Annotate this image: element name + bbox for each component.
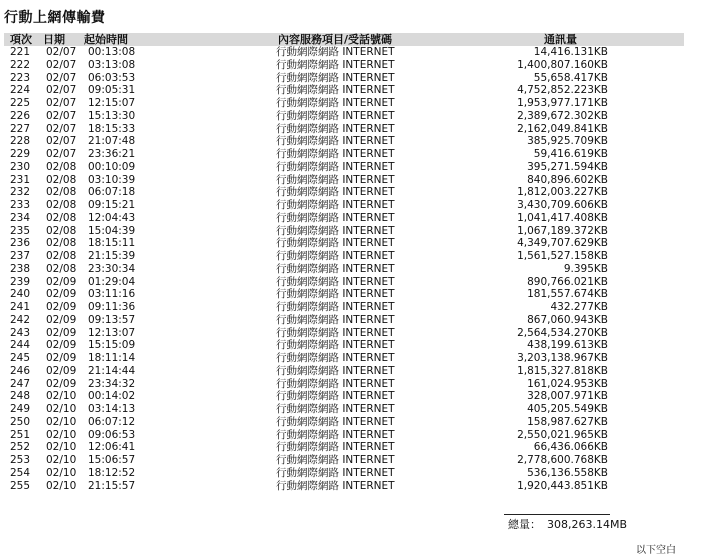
row-index: 237 (10, 250, 31, 262)
column-header-service: 內容服務項目/受話號碼 (278, 33, 393, 46)
row-date: 02/08 (46, 224, 77, 237)
row-date: 02/08 (46, 250, 77, 262)
total-label: 總量： (508, 518, 541, 531)
row-start-time: 21:15:57 (88, 479, 136, 492)
table-row (4, 276, 684, 289)
row-date: 02/07 (46, 97, 77, 109)
row-start-time: 12:04:43 (88, 211, 136, 224)
row-index: 244 (10, 339, 31, 352)
row-date: 02/10 (46, 403, 77, 415)
row-service: 行動網際網路 INTERNET (276, 250, 395, 262)
row-date: 02/10 (46, 415, 77, 428)
row-service: 行動網際網路 INTERNET (276, 199, 395, 211)
row-start-time: 00:10:09 (88, 160, 136, 173)
row-volume: 2,162,049.841KB (517, 122, 608, 135)
row-start-time: 15:15:09 (88, 339, 136, 352)
row-index: 223 (10, 71, 31, 84)
row-index: 250 (10, 415, 31, 428)
row-service: 行動網際網路 INTERNET (276, 275, 395, 288)
row-start-time: 03:13:08 (88, 58, 136, 71)
row-service: 行動網際網路 INTERNET (276, 58, 395, 71)
row-volume: 9.395KB (563, 262, 608, 275)
row-volume: 1,920,443.851KB (517, 479, 608, 492)
row-date: 02/07 (46, 84, 77, 97)
row-start-time: 00:14:02 (88, 390, 136, 403)
row-date: 02/10 (46, 466, 77, 479)
row-volume: 395,271.594KB (527, 160, 608, 173)
column-header-start-time: 起始時間 (84, 33, 128, 46)
row-start-time: 15:13:30 (88, 109, 136, 122)
row-date: 02/09 (46, 339, 77, 352)
row-start-time: 21:15:39 (88, 250, 136, 262)
row-index: 247 (10, 377, 31, 390)
row-volume: 405,205.549KB (527, 403, 608, 415)
row-service: 行動網際網路 INTERNET (276, 428, 395, 441)
row-index: 234 (10, 211, 31, 224)
total-divider (504, 514, 610, 515)
row-service: 行動網際網路 INTERNET (276, 148, 395, 160)
row-volume: 1,953,977.171KB (517, 97, 608, 109)
row-volume: 1,815,327.818KB (517, 364, 608, 377)
row-start-time: 21:14:44 (88, 364, 136, 377)
row-index: 239 (10, 275, 31, 288)
row-date: 02/09 (46, 313, 77, 326)
row-date: 02/08 (46, 237, 77, 250)
row-date: 02/08 (46, 160, 77, 173)
row-service: 行動網際網路 INTERNET (276, 441, 395, 454)
row-volume: 66,436.066KB (533, 441, 608, 454)
row-volume: 1,561,527.158KB (517, 250, 608, 262)
row-date: 02/10 (46, 441, 77, 454)
row-service: 行動網際網路 INTERNET (276, 415, 395, 428)
row-date: 02/09 (46, 301, 77, 313)
table-row (4, 339, 684, 352)
table-row (4, 84, 684, 97)
row-index: 226 (10, 109, 31, 122)
row-index: 248 (10, 390, 31, 403)
row-start-time: 06:03:53 (88, 71, 136, 84)
row-service: 行動網際網路 INTERNET (276, 262, 395, 275)
column-header-volume: 通訊量 (544, 33, 577, 46)
row-service: 行動網際網路 INTERNET (276, 479, 395, 492)
row-service: 行動網際網路 INTERNET (276, 237, 395, 250)
row-service: 行動網際網路 INTERNET (276, 313, 395, 326)
row-index: 222 (10, 58, 31, 71)
table-row (4, 314, 684, 327)
row-volume: 1,041,417.408KB (517, 211, 608, 224)
table-row (4, 59, 684, 72)
row-volume: 840,896.602KB (527, 173, 608, 186)
row-service: 行動網際網路 INTERNET (276, 135, 395, 148)
row-volume: 2,389,672.302KB (517, 109, 608, 122)
row-index: 231 (10, 173, 31, 186)
row-date: 02/07 (46, 71, 77, 84)
page-title: 行動上網傳輸費 (4, 10, 106, 26)
row-date: 02/07 (46, 135, 77, 148)
row-start-time: 15:06:57 (88, 454, 136, 466)
row-volume: 890,766.021KB (527, 275, 608, 288)
row-volume: 1,067,189.372KB (517, 224, 608, 237)
row-date: 02/07 (46, 46, 77, 58)
table-row (4, 288, 684, 301)
row-date: 02/10 (46, 479, 77, 492)
table-row (4, 250, 684, 263)
row-service: 行動網際網路 INTERNET (276, 122, 395, 135)
table-row (4, 161, 684, 174)
row-index: 245 (10, 352, 31, 364)
row-service: 行動網際網路 INTERNET (276, 390, 395, 403)
table-row (4, 135, 684, 148)
table-row (4, 225, 684, 238)
table-row (4, 365, 684, 378)
table-row (4, 301, 684, 314)
row-service: 行動網際網路 INTERNET (276, 224, 395, 237)
row-start-time: 15:04:39 (88, 224, 136, 237)
table-row (4, 123, 684, 136)
row-start-time: 23:30:34 (88, 262, 136, 275)
column-header-date: 日期 (43, 33, 65, 46)
row-start-time: 03:10:39 (88, 173, 136, 186)
usage-table-body (4, 46, 684, 492)
row-start-time: 23:34:32 (88, 377, 136, 390)
table-row (4, 97, 684, 110)
row-start-time: 23:36:21 (88, 148, 136, 160)
row-index: 241 (10, 301, 31, 313)
row-start-time: 03:11:16 (88, 288, 136, 301)
row-index: 229 (10, 148, 31, 160)
row-volume: 55,658.417KB (533, 71, 608, 84)
row-index: 251 (10, 428, 31, 441)
table-row (4, 263, 684, 276)
row-date: 02/08 (46, 186, 77, 199)
row-volume: 181,557.674KB (527, 288, 608, 301)
row-index: 227 (10, 122, 31, 135)
row-date: 02/09 (46, 326, 77, 339)
row-service: 行動網際網路 INTERNET (276, 326, 395, 339)
row-index: 240 (10, 288, 31, 301)
row-service: 行動網際網路 INTERNET (276, 454, 395, 466)
row-date: 02/09 (46, 275, 77, 288)
row-start-time: 18:12:52 (88, 466, 136, 479)
table-row (4, 110, 684, 123)
row-volume: 3,430,709.606KB (517, 199, 608, 211)
row-index: 236 (10, 237, 31, 250)
row-start-time: 09:15:21 (88, 199, 136, 211)
row-start-time: 09:06:53 (88, 428, 136, 441)
row-index: 232 (10, 186, 31, 199)
row-service: 行動網際網路 INTERNET (276, 160, 395, 173)
row-volume: 14,416.131KB (533, 46, 608, 58)
row-volume: 4,752,852.223KB (517, 84, 608, 97)
table-row (4, 72, 684, 85)
table-row (4, 327, 684, 340)
row-start-time: 18:15:11 (88, 237, 136, 250)
row-volume: 1,400,807.160KB (517, 58, 608, 71)
row-date: 02/10 (46, 390, 77, 403)
row-index: 246 (10, 364, 31, 377)
total-summary (508, 516, 627, 532)
row-service: 行動網際網路 INTERNET (276, 301, 395, 313)
row-index: 249 (10, 403, 31, 415)
row-volume: 2,564,534.270KB (517, 326, 608, 339)
row-volume: 385,925.709KB (527, 135, 608, 148)
table-row (4, 467, 684, 480)
table-row (4, 237, 684, 250)
table-row (4, 441, 684, 454)
row-date: 02/09 (46, 288, 77, 301)
column-header-index: 項次 (10, 33, 32, 46)
row-service: 行動網際網路 INTERNET (276, 84, 395, 97)
row-date: 02/08 (46, 173, 77, 186)
row-date: 02/10 (46, 428, 77, 441)
row-date: 02/09 (46, 377, 77, 390)
row-volume: 59,416.619KB (533, 148, 608, 160)
row-start-time: 12:13:07 (88, 326, 136, 339)
row-volume: 161,024.953KB (527, 377, 608, 390)
table-row (4, 199, 684, 212)
row-start-time: 06:07:12 (88, 415, 136, 428)
row-volume: 3,203,138.967KB (517, 352, 608, 364)
row-start-time: 21:07:48 (88, 135, 136, 148)
row-volume: 2,550,021.965KB (517, 428, 608, 441)
row-service: 行動網際網路 INTERNET (276, 339, 395, 352)
row-index: 235 (10, 224, 31, 237)
table-row (4, 480, 684, 493)
row-volume: 536,136.558KB (527, 466, 608, 479)
row-service: 行動網際網路 INTERNET (276, 211, 395, 224)
table-row (4, 403, 684, 416)
row-service: 行動網際網路 INTERNET (276, 186, 395, 199)
table-row (4, 186, 684, 199)
row-volume: 438,199.613KB (527, 339, 608, 352)
row-date: 02/08 (46, 262, 77, 275)
row-index: 242 (10, 313, 31, 326)
table-row (4, 148, 684, 161)
row-index: 233 (10, 199, 31, 211)
row-service: 行動網際網路 INTERNET (276, 46, 395, 58)
table-row (4, 390, 684, 403)
row-volume: 1,812,003.227KB (517, 186, 608, 199)
row-start-time: 01:29:04 (88, 275, 136, 288)
row-date: 02/08 (46, 211, 77, 224)
row-index: 230 (10, 160, 31, 173)
row-service: 行動網際網路 INTERNET (276, 288, 395, 301)
row-date: 02/09 (46, 364, 77, 377)
row-date: 02/08 (46, 199, 77, 211)
footer-note: 以下空白 (636, 545, 676, 556)
row-service: 行動網際網路 INTERNET (276, 97, 395, 109)
row-date: 02/10 (46, 454, 77, 466)
total-value: 308,263.14MB (547, 518, 628, 531)
row-service: 行動網際網路 INTERNET (276, 377, 395, 390)
row-date: 02/07 (46, 148, 77, 160)
row-date: 02/09 (46, 352, 77, 364)
row-index: 225 (10, 97, 31, 109)
row-service: 行動網際網路 INTERNET (276, 71, 395, 84)
row-start-time: 09:13:57 (88, 313, 136, 326)
row-service: 行動網際網路 INTERNET (276, 403, 395, 415)
row-volume: 2,778,600.768KB (517, 454, 608, 466)
row-service: 行動網際網路 INTERNET (276, 466, 395, 479)
row-start-time: 12:06:41 (88, 441, 136, 454)
table-header (4, 33, 684, 46)
row-volume: 328,007.971KB (527, 390, 608, 403)
row-start-time: 12:15:07 (88, 97, 136, 109)
row-start-time: 03:14:13 (88, 403, 136, 415)
table-row (4, 174, 684, 187)
row-service: 行動網際網路 INTERNET (276, 109, 395, 122)
row-start-time: 09:11:36 (88, 301, 136, 313)
row-volume: 158,987.627KB (527, 415, 608, 428)
table-row (4, 429, 684, 442)
row-date: 02/07 (46, 58, 77, 71)
row-start-time: 18:15:33 (88, 122, 136, 135)
row-service: 行動網際網路 INTERNET (276, 364, 395, 377)
row-index: 253 (10, 454, 31, 466)
table-row (4, 454, 684, 467)
table-row (4, 378, 684, 391)
row-index: 254 (10, 466, 31, 479)
row-start-time: 06:07:18 (88, 186, 136, 199)
row-service: 行動網際網路 INTERNET (276, 173, 395, 186)
table-row (4, 416, 684, 429)
row-volume: 867,060.943KB (527, 313, 608, 326)
table-row (4, 46, 684, 59)
row-index: 252 (10, 441, 31, 454)
row-start-time: 18:11:14 (88, 352, 136, 364)
row-index: 224 (10, 84, 31, 97)
row-volume: 432.277KB (550, 301, 608, 313)
row-date: 02/07 (46, 109, 77, 122)
table-row (4, 212, 684, 225)
row-start-time: 00:13:08 (88, 46, 136, 58)
row-start-time: 09:05:31 (88, 84, 136, 97)
row-index: 238 (10, 262, 31, 275)
row-index: 255 (10, 479, 31, 492)
row-index: 228 (10, 135, 31, 148)
row-volume: 4,349,707.629KB (517, 237, 608, 250)
row-date: 02/07 (46, 122, 77, 135)
row-service: 行動網際網路 INTERNET (276, 352, 395, 364)
row-index: 221 (10, 46, 31, 58)
table-row (4, 352, 684, 365)
row-index: 243 (10, 326, 31, 339)
